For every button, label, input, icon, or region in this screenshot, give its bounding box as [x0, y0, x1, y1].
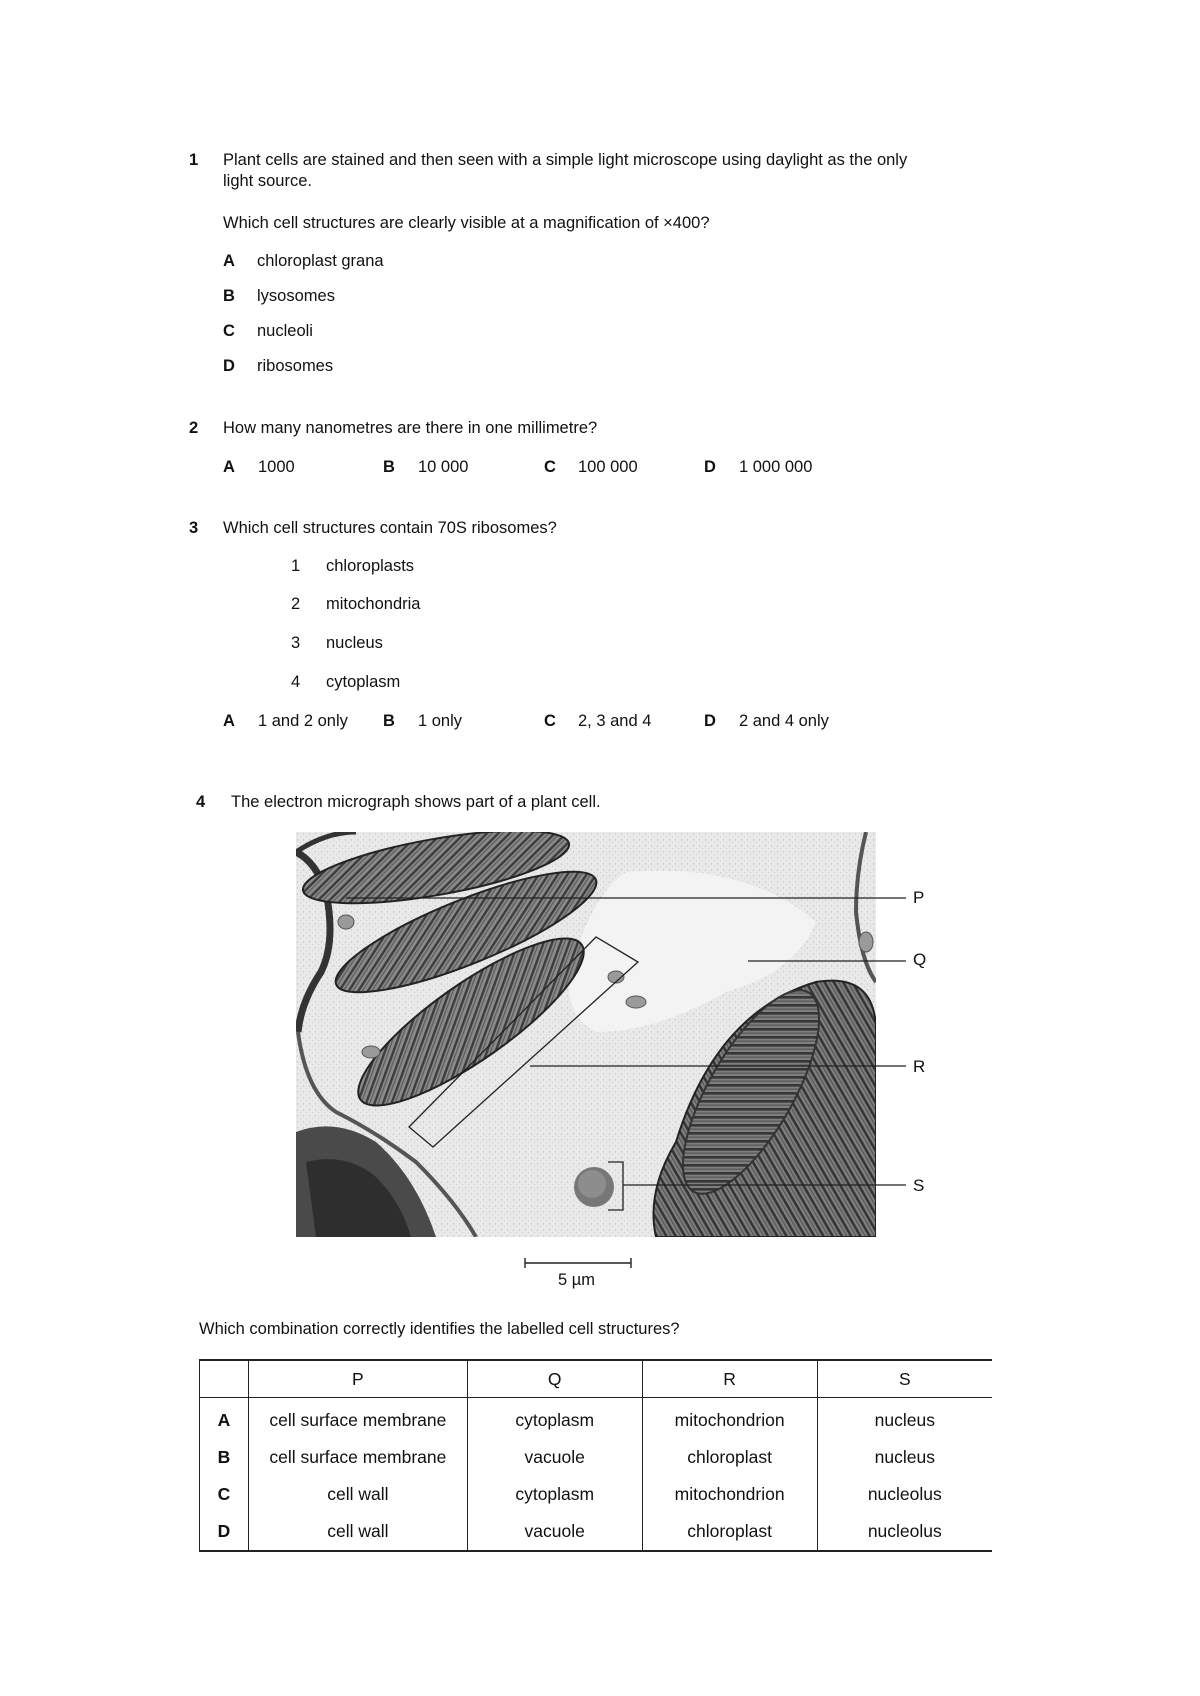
cell-r: chloroplast — [642, 1439, 817, 1476]
label-lines — [296, 832, 911, 1237]
q1-option-d-letter: D — [223, 357, 235, 375]
header-r: R — [642, 1360, 817, 1398]
q3-item-4-text: cytoplasm — [326, 673, 401, 691]
cell-s: nucleolus — [817, 1513, 992, 1551]
q1-option-c-letter: C — [223, 322, 235, 340]
header-s: S — [817, 1360, 992, 1398]
q2-number: 2 — [189, 419, 199, 437]
q2-option-a-text: 1000 — [258, 458, 295, 476]
row-letter: B — [200, 1439, 249, 1476]
q3-option-b-letter: B — [383, 712, 395, 730]
q1-option-d-text: ribosomes — [257, 357, 334, 375]
row-letter: C — [200, 1476, 249, 1513]
q1-option-a-text: chloroplast grana — [257, 252, 384, 270]
q1-option-b-text: lysosomes — [257, 287, 335, 305]
table-row — [200, 1513, 993, 1551]
label-q: Q — [913, 950, 927, 969]
q3-option-c-text: 2, 3 and 4 — [578, 712, 652, 730]
q2-option-d-text: 1 000 000 — [739, 458, 813, 476]
cell-q: vacuole — [467, 1513, 642, 1551]
cell-p: cell surface membrane — [248, 1398, 467, 1440]
row-letter: A — [200, 1398, 249, 1440]
cell-q: cytoplasm — [467, 1398, 642, 1440]
q3-option-a-text: 1 and 2 only — [258, 712, 348, 730]
answer-table — [199, 1359, 992, 1552]
q1-option-b-letter: B — [223, 287, 235, 305]
q3-item-2-number: 2 — [291, 595, 301, 613]
q3-option-c-letter: C — [544, 712, 556, 730]
header-p: P — [248, 1360, 467, 1398]
q4-number: 4 — [196, 793, 206, 811]
q3-option-a-letter: A — [223, 712, 235, 730]
cell-q: cytoplasm — [467, 1476, 642, 1513]
q3-item-4-number: 4 — [291, 673, 301, 691]
cell-p: cell surface membrane — [248, 1439, 467, 1476]
table-row — [200, 1398, 993, 1440]
q3-number: 3 — [189, 519, 199, 537]
cell-r: chloroplast — [642, 1513, 817, 1551]
q4-question: Which combination correctly identifies the labelled cell structures? — [199, 1320, 680, 1338]
row-letter: D — [200, 1513, 249, 1551]
q4-stem: The electron micrograph shows part of a plant cell. — [231, 793, 601, 811]
cell-s: nucleus — [817, 1439, 992, 1476]
label-s: S — [913, 1176, 925, 1195]
cell-q: vacuole — [467, 1439, 642, 1476]
table-row — [200, 1476, 993, 1513]
q3-option-d-text: 2 and 4 only — [739, 712, 829, 730]
cell-r: mitochondrion — [642, 1398, 817, 1440]
cell-p: cell wall — [248, 1513, 467, 1551]
cell-s: nucleus — [817, 1398, 992, 1440]
q2-option-a-letter: A — [223, 458, 235, 476]
q3-item-2-text: mitochondria — [326, 595, 421, 613]
q2-question: How many nanometres are there in one millimetre? — [223, 419, 598, 437]
scale-bar — [524, 1256, 634, 1270]
q2-option-b-text: 10 000 — [418, 458, 469, 476]
answer-table-header — [200, 1360, 993, 1398]
q3-item-1-text: chloroplasts — [326, 557, 415, 575]
q1-option-a-letter: A — [223, 252, 235, 270]
label-p: P — [913, 888, 925, 907]
header-q: Q — [467, 1360, 642, 1398]
q3-question: Which cell structures contain 70S ribosomes? — [223, 519, 557, 537]
q1-stem-line2: light source. — [223, 172, 312, 190]
header-blank — [200, 1360, 249, 1398]
q1-option-c-text: nucleoli — [257, 322, 313, 340]
q1-stem-line1: Plant cells are stained and then seen with a simple light microscope using daylight as the only — [223, 151, 908, 169]
q2-option-c-letter: C — [544, 458, 556, 476]
q3-item-3-text: nucleus — [326, 634, 383, 652]
q3-option-b-text: 1 only — [418, 712, 463, 730]
table-row — [200, 1439, 993, 1476]
cell-s: nucleolus — [817, 1476, 992, 1513]
q3-option-d-letter: D — [704, 712, 716, 730]
label-r: R — [913, 1057, 926, 1076]
q3-item-3-number: 3 — [291, 634, 301, 652]
q2-option-d-letter: D — [704, 458, 716, 476]
q1-number: 1 — [189, 151, 199, 169]
q2-option-b-letter: B — [383, 458, 395, 476]
q1-question: Which cell structures are clearly visible at a magnification of ×400? — [223, 214, 710, 232]
q2-option-c-text: 100 000 — [578, 458, 638, 476]
q3-item-1-number: 1 — [291, 557, 301, 575]
cell-p: cell wall — [248, 1476, 467, 1513]
cell-r: mitochondrion — [642, 1476, 817, 1513]
scale-bar-label: 5 µm — [558, 1271, 596, 1289]
